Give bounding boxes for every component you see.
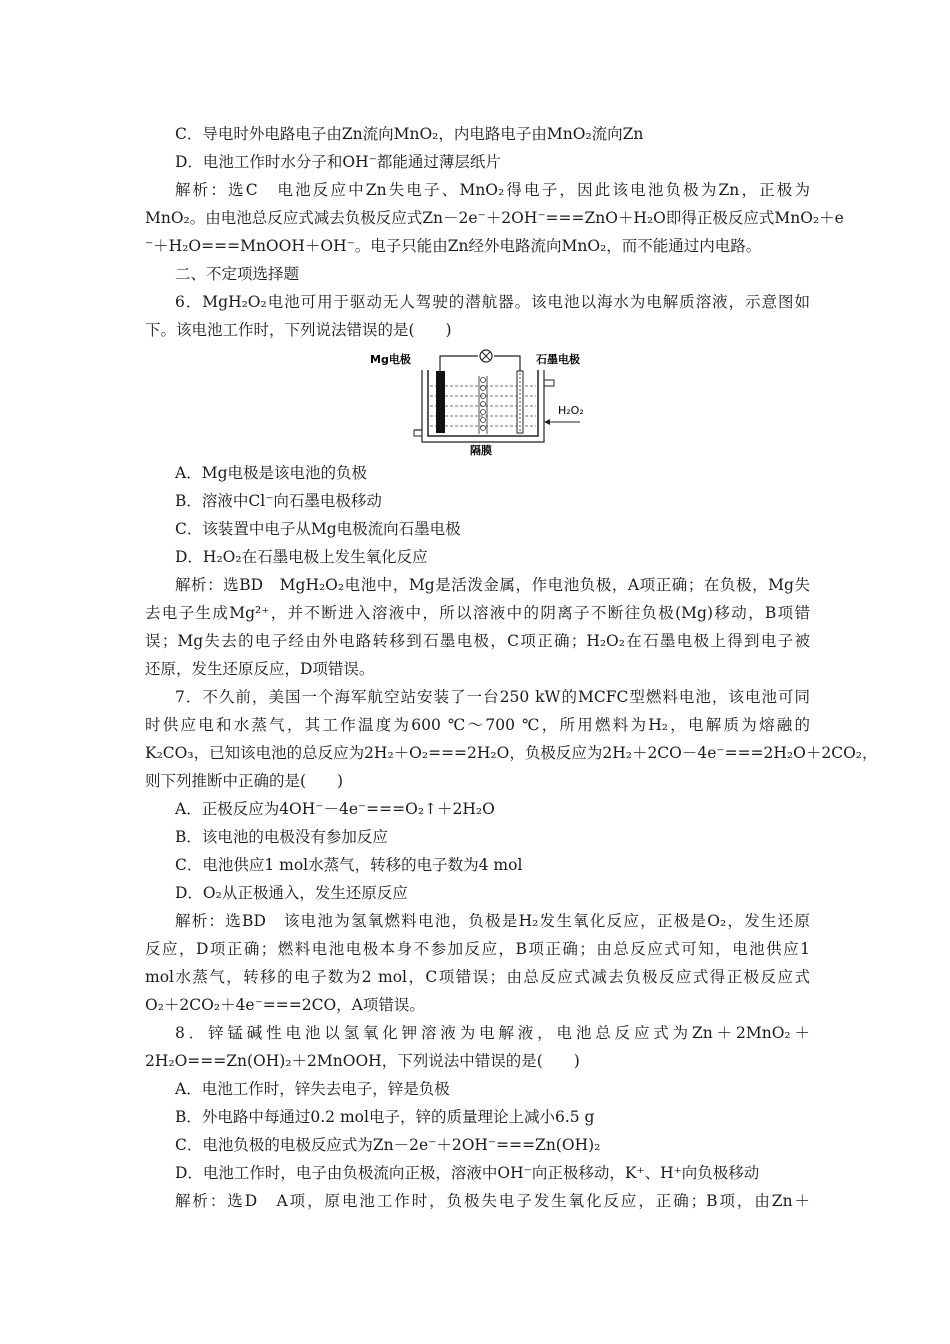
analysis-6-line3: 误；Mg失去的电子经由外电路转移到石墨电极，C项正确；H₂O₂在石墨电极上得到电子被	[145, 632, 810, 650]
option-6a: A．Mg电极是该电池的负极	[175, 464, 367, 482]
option-8a: A．电池工作时，锌失去电子，锌是负极	[175, 1080, 450, 1098]
analysis-5-line2: MnO₂。由电池总反应式减去负极反应式Zn－2e⁻＋2OH⁻===ZnO＋H₂O即得正极反应式MnO₂＋e	[145, 209, 844, 227]
h2o2-label: H₂O₂	[558, 404, 584, 417]
option-7a: A．正极反应为4OH⁻－4e⁻===O₂↑＋2H₂O	[175, 800, 495, 818]
option-5d: D．电池工作时水分子和OH⁻都能通过薄层纸片	[175, 153, 501, 171]
analysis-6-line1: 解析：选BD MgH₂O₂电池中，Mg是活泼金属，作电池负极，A项正确；在负极，Mg失	[175, 576, 810, 594]
graphite-electrode-label: 石墨电极	[536, 353, 580, 366]
analysis-8-line1: 解析：选D A项，原电池工作时，负极失电子发生氧化反应，正确；B项，由Zn＋	[175, 1192, 810, 1210]
question-7-line4: 则下列推断中正确的是( )	[145, 772, 344, 790]
option-5c: C．导电时外电路电子由Zn流向MnO₂，内电路电子由MnO₂流向Zn	[175, 125, 644, 143]
mg-electrode-label: Mg电极	[370, 353, 411, 366]
question-7-line3: K₂CO₃，已知该电池的总反应为2H₂＋O₂===2H₂O，负极反应为2H₂＋2CO－4e⁻===2H₂O＋2CO₂，	[145, 744, 878, 762]
analysis-7-line1: 解析：选BD 该电池为氢氧燃料电池，负极是H₂发生氧化反应，正极是O₂，发生还原	[175, 912, 810, 930]
analysis-6-line2: 去电子生成Mg²⁺，并不断进入溶液中，所以溶液中的阴离子不断往负极(Mg)移动，B项错	[145, 604, 810, 622]
question-7-line1: 7．不久前，美国一个海军航空站安装了一台250 kW的MCFC型燃料电池，该电池可同	[175, 688, 810, 706]
analysis-7-line3: mol水蒸气，转移的电子数为2 mol，C项错误；由总反应式减去负极反应式得正极反应式	[145, 968, 810, 986]
analysis-5-line3: ⁻＋H₂O===MnOOH＋OH⁻。电子只能由Zn经外电路流向MnO₂，而不能通过内电路。	[145, 237, 762, 255]
question-8-line1: 8．锌锰碱性电池以氢氧化钾溶液为电解液，电池总反应式为Zn＋2MnO₂＋	[175, 1024, 810, 1042]
option-7c: C．电池供应1 mol水蒸气，转移的电子数为4 mol	[175, 856, 523, 874]
analysis-7-line2: 反应，D项正确；燃料电池电极本身不参加反应，B项正确；由总反应式可知，电池供应1	[145, 940, 810, 958]
option-6b: B．溶液中Cl⁻向石墨电极移动	[175, 492, 382, 510]
analysis-5-line1: 解析：选C 电池反应中Zn失电子、MnO₂得电子，因此该电池负极为Zn，正极为	[175, 181, 810, 199]
option-8c: C．电池负极的电极反应式为Zn－2e⁻＋2OH⁻===Zn(OH)₂	[175, 1136, 601, 1154]
option-7b: B．该电池的电极没有参加反应	[175, 828, 388, 846]
membrane-label: 隔膜	[470, 444, 492, 457]
question-8-line2: 2H₂O===Zn(OH)₂＋2MnOOH，下列说法中错误的是( )	[145, 1052, 580, 1070]
question-6-line1: 6．MgH₂O₂电池可用于驱动无人驾驶的潜航器。该电池以海水为电解质溶液，示意图如	[175, 293, 810, 311]
battery-diagram	[360, 346, 590, 458]
option-8d: D．电池工作时，电子由负极流向正极，溶液中OH⁻向正极移动，K⁺、H⁺向负极移动	[175, 1164, 760, 1182]
analysis-7-line4: O₂＋2CO₂＋4e⁻===2CO，A项错误。	[145, 996, 425, 1014]
option-7d: D．O₂从正极通入，发生还原反应	[175, 884, 408, 902]
option-6c: C．该装置中电子从Mg电极流向石墨电极	[175, 520, 461, 538]
membrane	[479, 376, 487, 434]
section-heading: 二、不定项选择题	[175, 265, 300, 283]
question-6-line2: 下。该电池工作时，下列说法错误的是( )	[145, 321, 452, 339]
question-7-line2: 时供应电和水蒸气，其工作温度为600 ℃～700 ℃，所用燃料为H₂，电解质为熔融的	[145, 716, 810, 734]
analysis-6-line4: 还原，发生还原反应，D项错误。	[145, 660, 375, 678]
option-6d: D．H₂O₂在石墨电极上发生氧化反应	[175, 548, 428, 566]
option-8b: B．外电路中每通过0.2 mol电子，锌的质量理论上减小6.5 g	[175, 1108, 595, 1126]
mg-electrode	[436, 371, 445, 433]
